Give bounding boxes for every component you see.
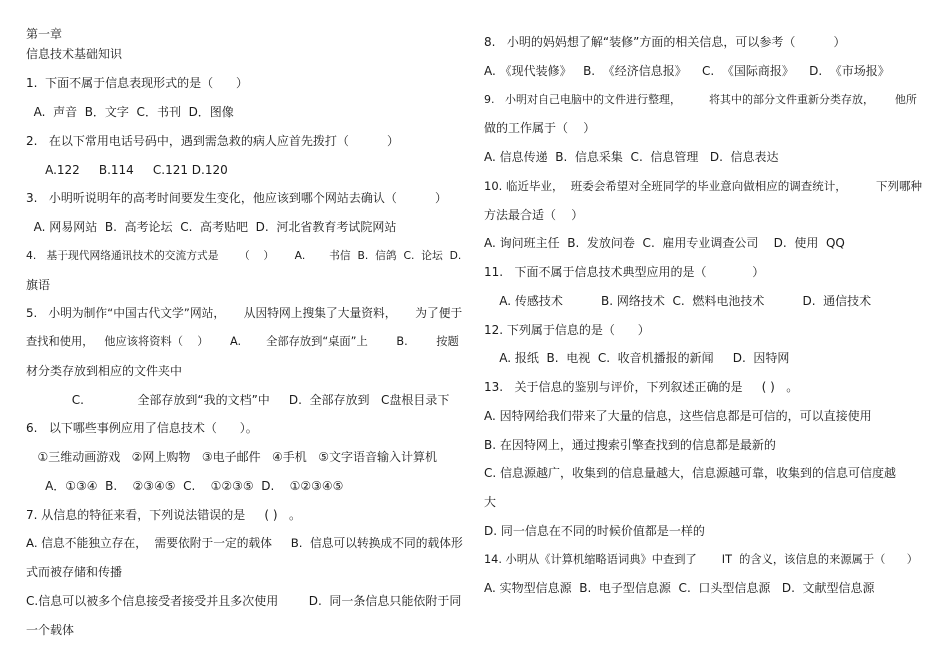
question-8: 8. 小明的妈妈想了解“装修”方面的相关信息，可以参考（ ） (484, 35, 846, 49)
question-1-options: A. 声音 B．文字 C．书刊 D．图像 (26, 105, 234, 119)
question-10-options: A. 询问班主任 B. 发放问卷 C. 雇用专业调查公司 D. 使用 QQ (484, 236, 845, 250)
question-9: 9. 小明对自己电脑中的文件进行整理， 将其中的部分文件重新分类存放， 他所 (484, 93, 917, 106)
question-5: 5. 小明为制作“中国古代文学”网站， 从因特网上搜集了大量资料， 为了便于 (26, 306, 463, 320)
question-10-continued: 方法最合适（ ） (484, 208, 584, 222)
question-6-examples: ①三维动画游戏 ②网上购物 ③电子邮件 ④手机 ⑤文字语音输入计算机 (26, 450, 438, 464)
chapter-title: 信息技术基础知识 (26, 47, 123, 61)
question-4: 4. 基于现代网络通讯技术的交流方式是 （ ） A. 书信 B. 信鸽 C. 论坛 D. (26, 249, 462, 262)
question-7-line-3: 式而被存储和传播 (26, 565, 123, 579)
question-5-line-3: 材分类存放到相应的文件夹中 (26, 364, 183, 378)
question-13: 13. 关于信息的鉴别与评价，下列叙述正确的是 ( ) 。 (484, 380, 799, 394)
question-9-options: A. 信息传递 B. 信息采集 C. 信息管理 D. 信息表达 (484, 150, 779, 164)
question-5-line-4: C. 全部存放到“我的文档”中 D. 全部存放到 C盘根目录下 (26, 393, 450, 407)
question-12: 12. 下列属于信息的是（ ） (484, 323, 650, 337)
question-13-option-a: A. 因特网给我们带来了大量的信息，这些信息都是可信的，可以直接使用 (484, 409, 872, 423)
question-13-option-c-continued: 大 (484, 495, 497, 509)
question-6-options: A．①③④ B. ②③④⑤ C. ①②③⑤ D. ①②③④⑤ (26, 479, 344, 493)
question-2-options: A.122 B.114 C.121 D.120 (26, 163, 228, 177)
question-10: 10. 临近毕业， 班委会希望对全班同学的毕业意向做相应的调查统计， 下列哪种 (484, 179, 922, 193)
question-8-options: A. 《现代装修》 B. 《经济信息报》 C. 《国际商报》 D. 《市场报》 (484, 64, 890, 78)
question-5-line-2: 查找和使用， 他应该将资料（ ） A. 全部存放到“桌面”上 B. 按题 (26, 335, 459, 348)
question-1: 1. 下面不属于信息表现形式的是（ ） (26, 76, 248, 90)
question-13-option-d: D. 同一信息在不同的时候价值都是一样的 (484, 524, 705, 538)
question-7: 7. 从信息的特征来看，下列说法错误的是 ( ) 。 (26, 508, 301, 522)
question-12-options: A. 报纸 B. 电视 C. 收音机播报的新闻 D. 因特网 (484, 351, 790, 365)
question-3: 3. 小明听说明年的高考时间要发生变化，他应该到哪个网站去确认（ ） (26, 191, 448, 205)
question-3-options: A. 网易网站 B. 高考论坛 C. 高考贴吧 D. 河北省教育考试院网站 (26, 220, 397, 234)
question-11: 11. 下面不属于信息技术典型应用的是（ ） (484, 265, 765, 279)
question-13-option-b: B. 在因特网上，通过搜索引擎查找到的信息都是最新的 (484, 438, 776, 452)
question-4-continued: 旗语 (26, 278, 51, 292)
question-6: 6. 以下哪些事例应用了信息技术（ ）。 (26, 421, 258, 435)
question-11-options: A. 传感技术 B. 网络技术 C. 燃料电池技术 D. 通信技术 (484, 294, 872, 308)
question-7-line-5: 一个载体 (26, 623, 75, 637)
question-2: 2. 在以下常用电话号码中，遇到需急救的病人应首先拨打（ ） (26, 134, 400, 148)
question-9-continued: 做的工作属于（ ） (484, 121, 596, 135)
question-14-options: A. 实物型信息源 B. 电子型信息源 C. 口头型信息源 D. 文献型信息源 (484, 581, 875, 595)
chapter-heading: 第一章 (26, 27, 63, 41)
question-7-line-2: A. 信息不能独立存在， 需要依附于一定的载体 B. 信息可以转换成不同的载体形 (26, 536, 463, 550)
question-14: 14. 小明从《计算机缩略语词典》中查到了 IT 的含义，该信息的来源属于（ ） (484, 553, 919, 566)
question-7-line-4: C.信息可以被多个信息接受者接受并且多次使用 D. 同一条信息只能依附于同 (26, 594, 462, 608)
question-13-option-c: C. 信息源越广，收集到的信息量越大，信息源越可靠，收集到的信息可信度越 (484, 466, 897, 480)
